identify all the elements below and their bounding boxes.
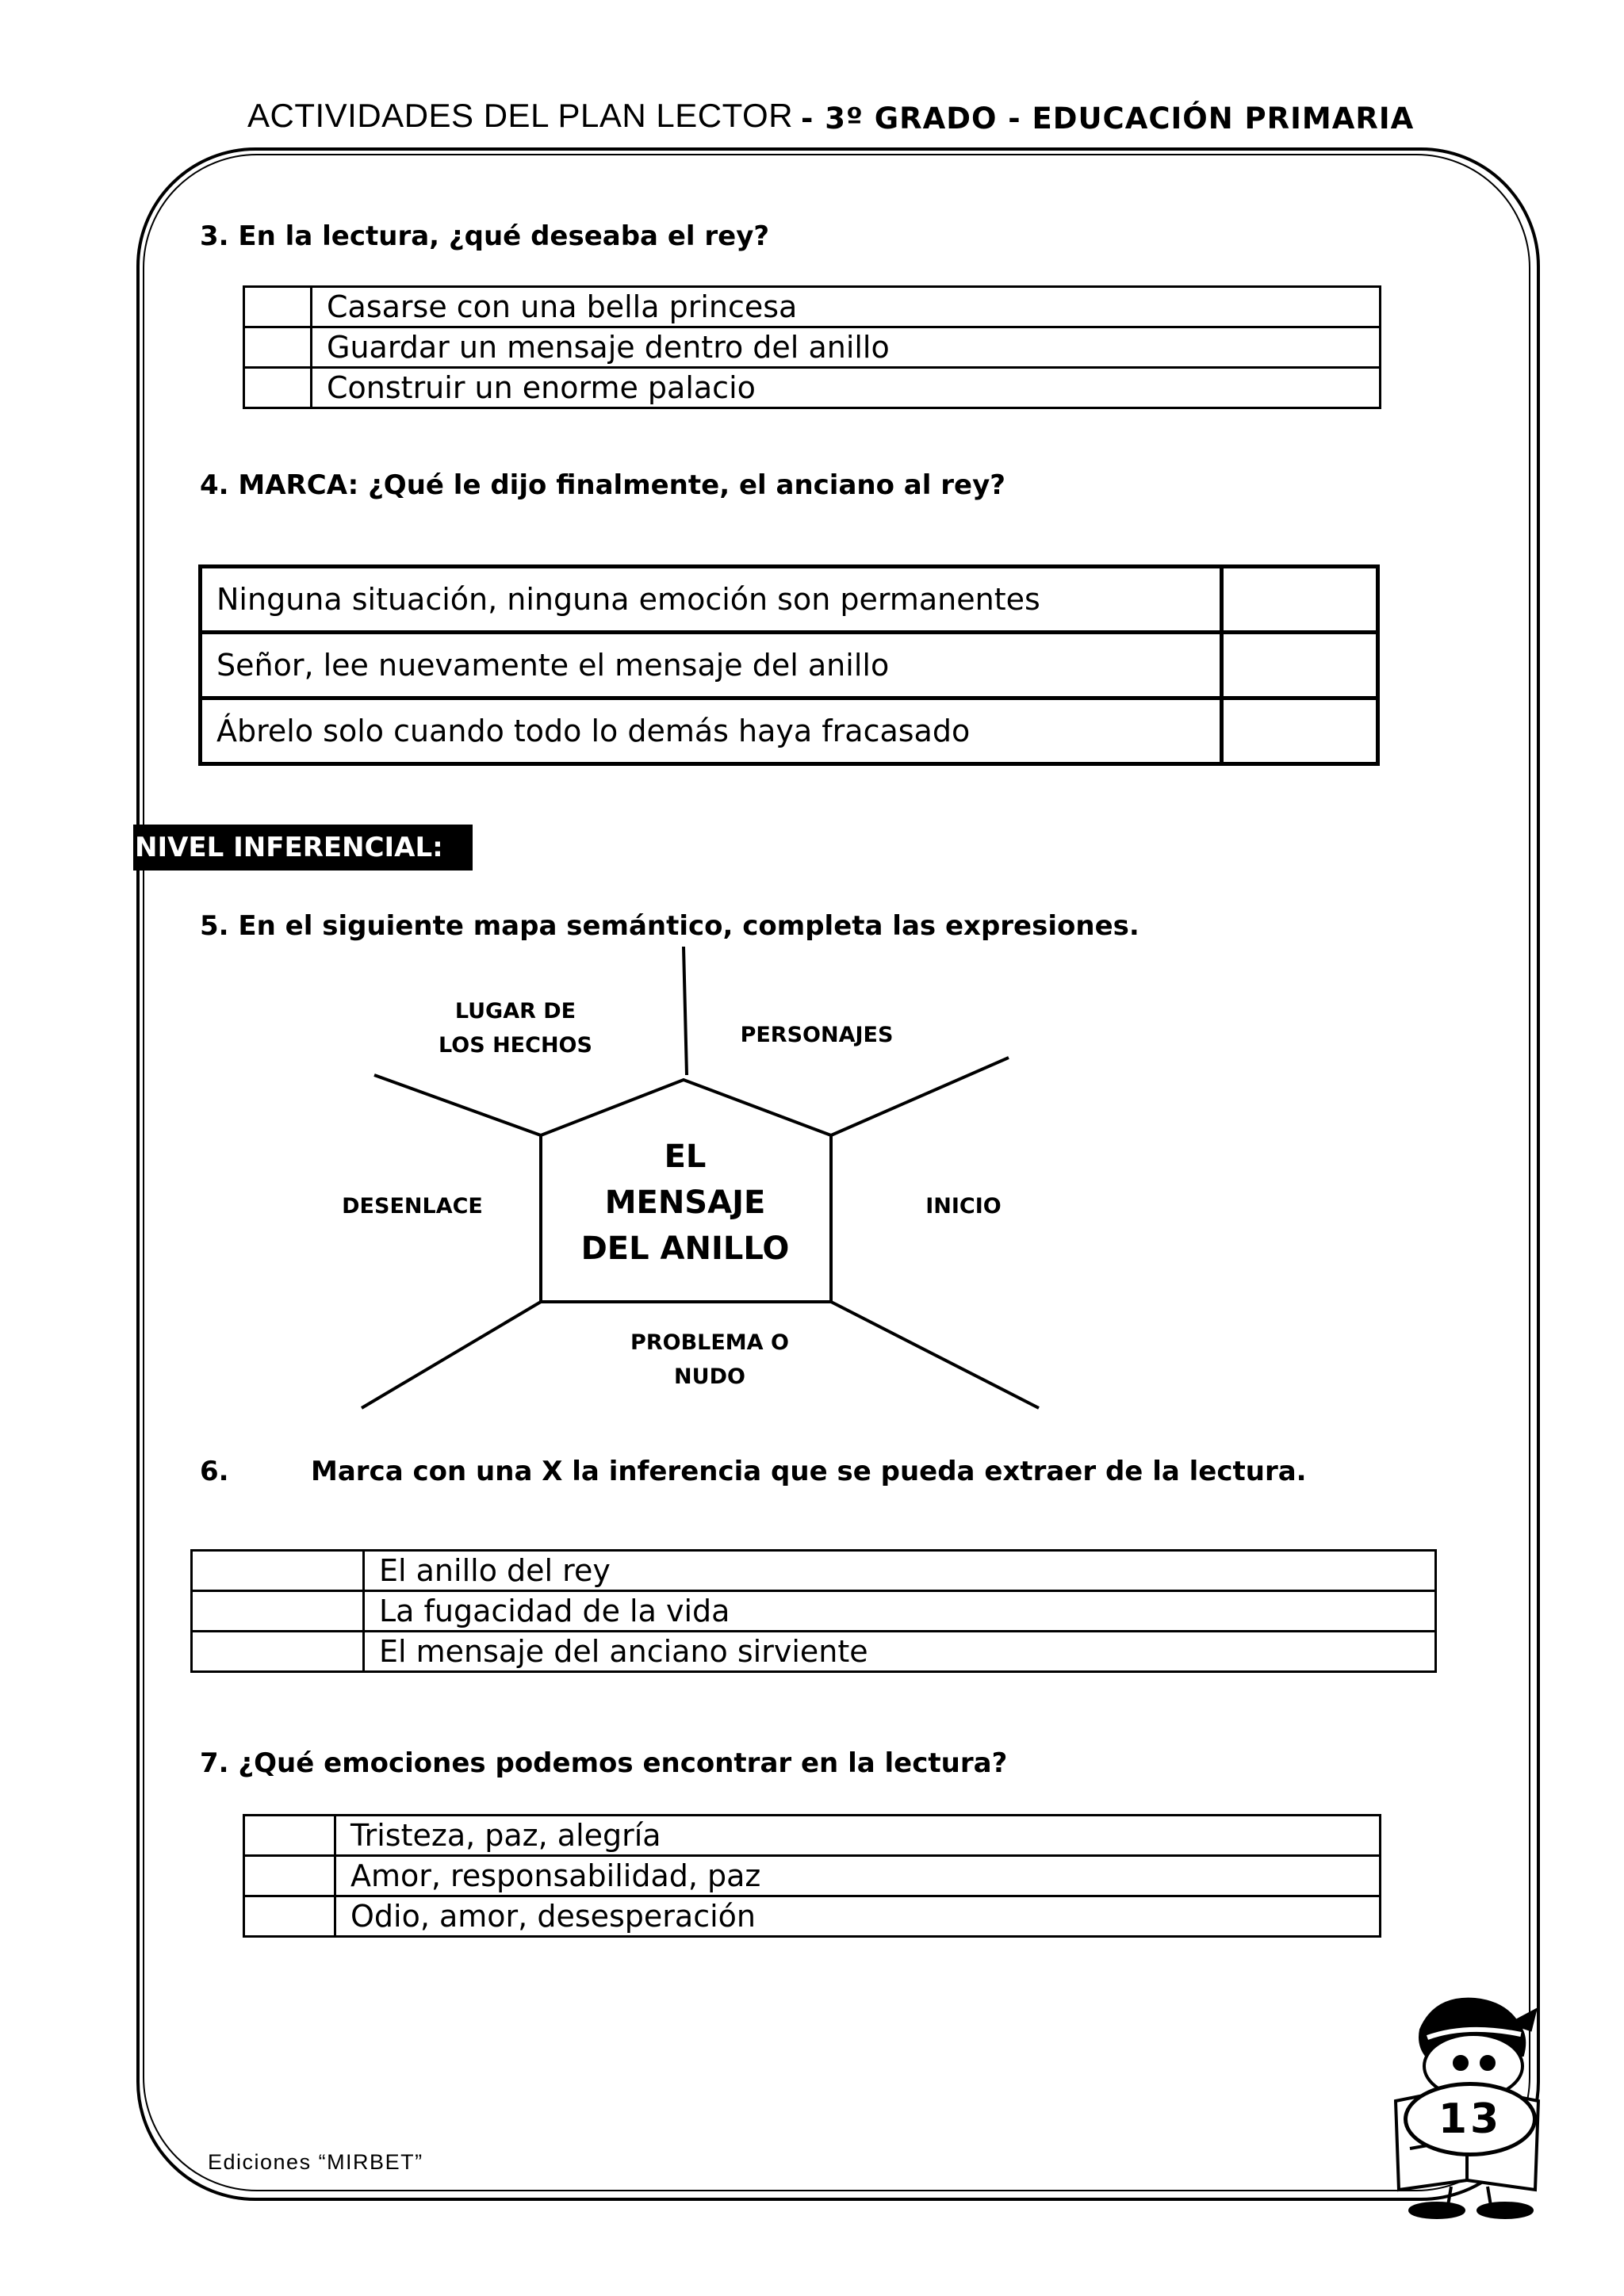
answer-checkbox[interactable]: [244, 1816, 335, 1856]
option-text: El anillo del rey: [364, 1551, 1436, 1591]
answer-checkbox[interactable]: [192, 1632, 364, 1672]
map-line-upper-left: [374, 1075, 541, 1135]
answer-checkbox[interactable]: [244, 1896, 335, 1937]
map-line-lower-left: [362, 1302, 541, 1408]
map-label-inicio: INICIO: [925, 1194, 1002, 1219]
map-center-line: MENSAJE: [604, 1184, 766, 1221]
section-label: NIVEL INFERENCIAL:: [133, 825, 473, 871]
option-text: Casarse con una bella princesa: [312, 287, 1381, 327]
table-row: [244, 1856, 1381, 1896]
map-center-line: DEL ANILLO: [580, 1230, 790, 1267]
option-text: Amor, responsabilidad, paz: [335, 1856, 1381, 1896]
map-line-upper-right: [831, 1058, 1009, 1135]
map-label-problema: [619, 1326, 801, 1394]
question-6: Marca con una X la inferencia que se pueda extraer de la lectura.: [311, 1456, 1307, 1487]
map-line-top: [684, 947, 687, 1075]
answer-checkbox[interactable]: [192, 1591, 364, 1632]
table-row: [192, 1551, 1436, 1591]
question-4: 4. MARCA: ¿Qué le dijo finalmente, el anciano al rey?: [200, 469, 1005, 501]
map-label-line: LUGAR DE: [454, 999, 576, 1024]
header-grade: - 3º GRADO - EDUCACIÓN PRIMARIA: [801, 101, 1415, 136]
option-text: Guardar un mensaje dentro del anillo: [312, 327, 1381, 368]
question-3: 3. En la lectura, ¿qué deseaba el rey?: [200, 220, 770, 252]
table-row: [244, 1816, 1381, 1856]
table-row: [192, 1591, 1436, 1632]
option-text: Tristeza, paz, alegría: [335, 1816, 1381, 1856]
table-row: [192, 1632, 1436, 1672]
map-label-desenlace: DESENLACE: [342, 1194, 483, 1219]
question-7: 7. ¿Qué emociones podemos encontrar en la lectura?: [200, 1747, 1008, 1779]
map-label-line: NUDO: [674, 1364, 745, 1389]
page-number: 13: [1404, 2082, 1537, 2156]
footer-publisher: Ediciones “MIRBET”: [208, 2150, 423, 2174]
option-text: Odio, amor, desesperación: [335, 1896, 1381, 1937]
q6-options-table: [190, 1549, 1437, 1673]
header-title: ACTIVIDADES DEL PLAN LECTOR: [247, 97, 794, 134]
map-center-line: EL: [664, 1138, 707, 1175]
option-text: Ábrelo solo cuando todo lo demás haya fracasado: [201, 698, 1222, 764]
map-label-line: LOS HECHOS: [439, 1033, 592, 1058]
map-label-lugar: [428, 994, 603, 1062]
map-center-title: [539, 1134, 831, 1272]
map-label-personajes: PERSONAJES: [740, 1023, 894, 1047]
map-line-lower-right: [831, 1302, 1039, 1408]
answer-checkbox[interactable]: [192, 1551, 364, 1591]
answer-checkbox[interactable]: [244, 1856, 335, 1896]
table-row: [244, 1896, 1381, 1937]
option-text: La fugacidad de la vida: [364, 1591, 1436, 1632]
q7-options-table: [243, 1814, 1381, 1938]
question-5: 5. En el siguiente mapa semántico, completa las expresiones.: [200, 910, 1139, 942]
option-text: Construir un enorme palacio: [312, 368, 1381, 408]
map-label-line: PROBLEMA O: [630, 1330, 789, 1355]
option-text: Ninguna situación, ninguna emoción son permanentes: [201, 567, 1222, 633]
option-text: Señor, lee nuevamente el mensaje del anillo: [201, 633, 1222, 698]
option-text: El mensaje del anciano sirviente: [364, 1632, 1436, 1672]
question-6-number: 6.: [200, 1456, 229, 1487]
